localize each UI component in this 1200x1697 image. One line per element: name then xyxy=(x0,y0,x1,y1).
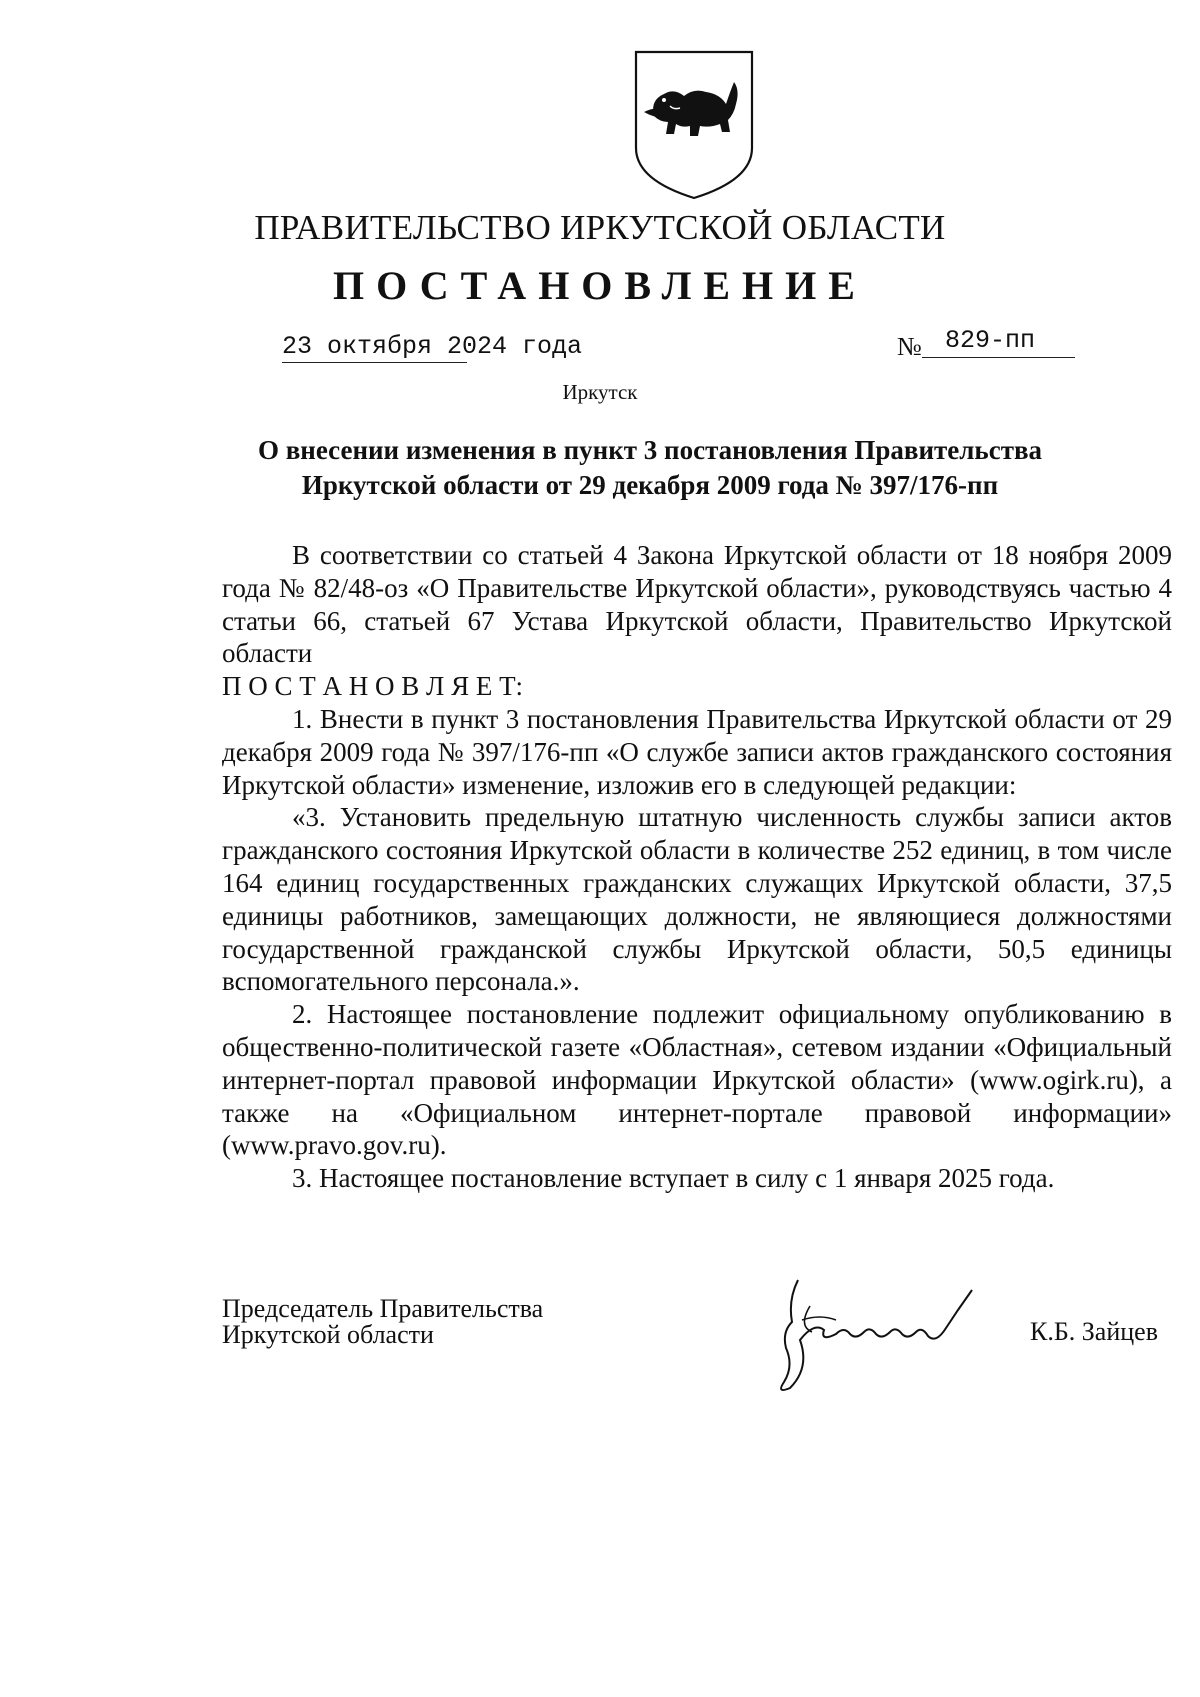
item-1-paragraph: 1. Внести в пункт 3 постановления Правительства Иркутской области от 29 декабря 2009 года № 397/176-пп «О службе записи актов гражданского состояния Иркутской области» изменение, изложив его в следующей редакции: xyxy=(222,703,1172,800)
document-type-title: ПОСТАНОВЛЕНИЕ xyxy=(333,263,867,308)
item-3-paragraph: 3. Настоящее постановление вступает в силу с 1 января 2025 года. xyxy=(292,1163,1055,1194)
handwritten-signature xyxy=(740,1270,1000,1400)
coat-of-arms-icon xyxy=(630,48,758,200)
subject-line-1: О внесении изменения в пункт 3 постановления Правительства xyxy=(257,435,1043,465)
signatory-position-line-2: Иркутской области xyxy=(222,1320,434,1349)
number-sign: № xyxy=(897,332,922,361)
resolves-heading: П О С Т А Н О В Л Я Е Т: xyxy=(222,671,524,702)
quoted-amendment-paragraph: «3. Установить предельную штатную численность службы записи актов гражданского состояния Иркутской области в количестве 252 единиц, в том числе 164 единиц государственных гражданских служащих Иркутской области, 37,5 единицы работников, замещающих должности, не являющиеся должностями государственной гражданской службы Иркутской области, 50,5 единицы вспомогательного персонала.». xyxy=(222,802,1172,997)
document-number: 829-пп xyxy=(945,326,1036,355)
city-name: Иркутск xyxy=(562,380,638,404)
number-underline xyxy=(922,357,1075,358)
document-subject xyxy=(240,433,1060,503)
signatory-position xyxy=(222,1296,543,1348)
preamble-paragraph: В соответствии со статьей 4 Закона Иркутской области от 18 ноября 2009 года № 82/48-оз «О Правительстве Иркутской области», руководствуясь частью 4 статьи 66, статьей 67 Устава Иркутской области, Правительство Иркутской области xyxy=(222,540,1172,669)
item-2-paragraph: 2. Настоящее постановление подлежит официальному опубликованию в общественно-политической газете «Областная», сетевом издании «Официальный интернет-портал правовой информации Иркутской области» (www.ogirk.ru), а также на «Официальном интернет-портале правовой информации» (www.pravo.gov.ru). xyxy=(222,999,1172,1161)
government-name: ПРАВИТЕЛЬСТВО ИРКУТСКОЙ ОБЛАСТИ xyxy=(254,208,946,247)
signatory-name: К.Б. Зайцев xyxy=(1030,1317,1158,1346)
subject-line-2: Иркутской области от 29 декабря 2009 года № 397/176-пп xyxy=(301,470,999,500)
document-date: 23 октября 2024 года xyxy=(282,332,583,361)
signatory-position-line-1: Председатель Правительства xyxy=(222,1294,544,1323)
date-underline xyxy=(282,362,467,363)
document-body xyxy=(222,539,1172,1195)
